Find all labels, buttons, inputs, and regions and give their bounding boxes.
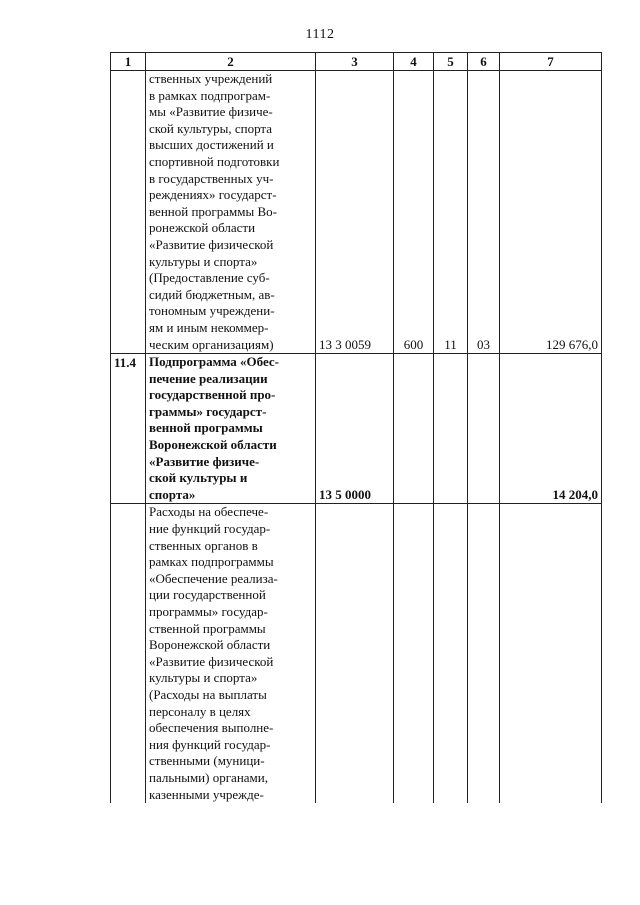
section-code <box>434 354 468 504</box>
row-description: ственных учреждений в рамках подпрограм- мы «Развитие физиче- ской культуры, спорта высших достижений и спортивной подготовки в государственных уч- реждениях» государст- венной программы Во- ронежской области «Развитие физической культуры и спорта» (Предоставление суб- сидий бюджетным, ав- тономным учреждени- ям и иным некоммер- ческим организациям) <box>146 71 316 354</box>
expense-type-code <box>394 354 434 504</box>
expense-type-code: 600 <box>394 71 434 354</box>
col-header-1: 1 <box>111 53 146 71</box>
row-description: Расходы на обеспече- ние функций государ- ственных органов в рамках подпрограммы «Обеспечение реализа- ции государственной программы» государ- ственной программы Воронежской области «Развитие физической культуры и спорта» (Расходы на выплаты персоналу в целях обеспечения выполне- ния функций государ- ственными (муници- пальными) органами, казенными учрежде- <box>146 504 316 803</box>
section-code <box>434 504 468 803</box>
section-code: 11 <box>434 71 468 354</box>
page-number: 1112 <box>305 27 335 42</box>
col-header-3: 3 <box>316 53 394 71</box>
subsection-code <box>468 504 500 803</box>
table-row <box>111 504 602 803</box>
target-article-code: 13 5 0000 <box>316 354 394 504</box>
amount: 129 676,0 <box>500 71 602 354</box>
table-row <box>111 354 602 504</box>
subsection-code: 03 <box>468 71 500 354</box>
col-header-6: 6 <box>468 53 500 71</box>
col-header-5: 5 <box>434 53 468 71</box>
col-header-2: 2 <box>146 53 316 71</box>
col-header-7: 7 <box>500 53 602 71</box>
row-number: 11.4 <box>111 354 146 504</box>
amount: 14 204,0 <box>500 354 602 504</box>
target-article-code <box>316 504 394 803</box>
expense-type-code <box>394 504 434 803</box>
col-header-4: 4 <box>394 53 434 71</box>
table-row <box>111 71 602 354</box>
budget-table <box>110 52 602 803</box>
amount <box>500 504 602 803</box>
row-description: Подпрограмма «Обес- печение реализации государственной про- граммы» государст- венной программы Воронежской области «Развитие физиче- ской культуры и спорта» <box>146 354 316 504</box>
header-row <box>111 53 602 71</box>
row-number <box>111 71 146 354</box>
target-article-code: 13 3 0059 <box>316 71 394 354</box>
row-number <box>111 504 146 803</box>
subsection-code <box>468 354 500 504</box>
